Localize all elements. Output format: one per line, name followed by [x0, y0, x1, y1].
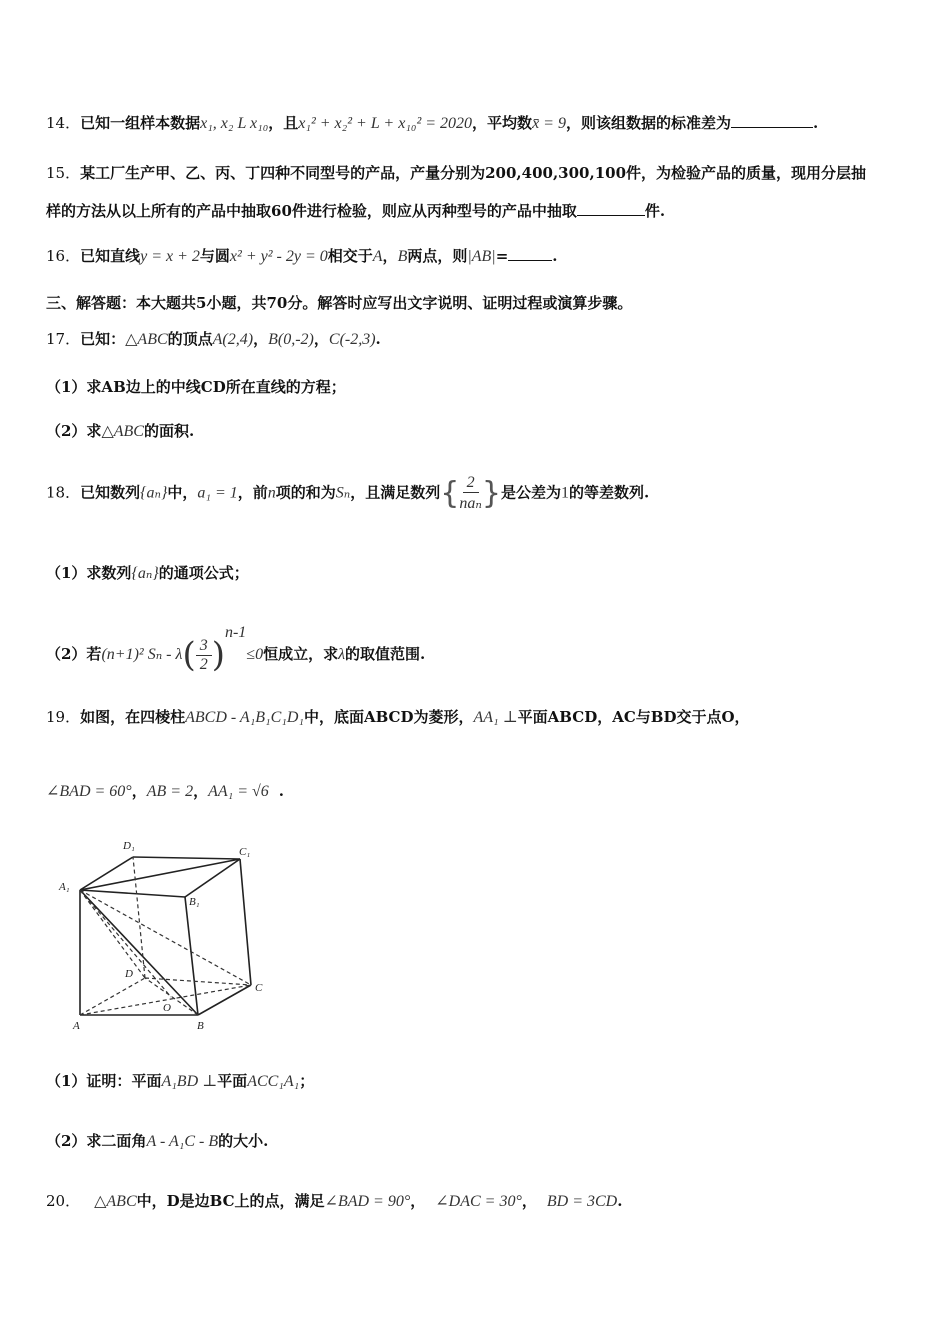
prism-figure: [55, 835, 285, 1035]
label-d: D: [125, 968, 133, 980]
hidden-edge-d-c: [145, 978, 251, 985]
label-d1: D₁: [123, 840, 135, 852]
hidden-edge-a1-o: [80, 890, 171, 997]
question-17: 17．已知：△ABC的顶点A(2,4)，B(0,-2)，C(-2,3).: [46, 330, 381, 348]
question-19: 19．如图，在四棱柱ABCD - A₁B₁C₁D₁中，底面ABCD为菱形，AA₁ ⊥平面ABCD，AC与BD交于点O，: [46, 708, 750, 726]
question-number: 16．: [46, 247, 81, 265]
question-number: 15．: [46, 164, 81, 182]
right-brace: }: [481, 476, 501, 511]
question-number: 17．: [46, 330, 81, 348]
edge-b-b1: [185, 897, 198, 1015]
inequality-expression: (n+1)² Sₙ - λ: [101, 646, 183, 663]
vertex-c: C(-2,3): [328, 331, 376, 348]
question-17-part-2: （2）求△ABC的面积.: [46, 422, 195, 440]
label-o: O: [163, 1002, 171, 1014]
answer-blank: [508, 246, 552, 261]
question-number: 20．: [46, 1192, 81, 1210]
question-14: 14．已知一组样本数据x₁, x₂ L x₁₀，且x₁² + x₂² + L + x₁₀² = 2020，平均数x̄ = 9，则该组数据的标准差为 .: [46, 114, 819, 132]
chord-length: |AB|: [467, 248, 496, 265]
question-18-part-2: （2）若(n+1)² Sₙ - λ( $\frac{3}{2}$ )$^{n-1}$≤0恒成立，求λ的取值范围.: [46, 624, 426, 675]
edge-b-c: [198, 985, 251, 1015]
question-number: 14．: [46, 114, 81, 132]
hidden-edge-a1-c: [80, 890, 251, 985]
question-number: 19．: [46, 708, 81, 726]
label-c1: C₁: [239, 846, 251, 858]
label-c: C: [255, 982, 263, 994]
answer-blank: [731, 113, 813, 128]
edge-c1-d1: [133, 857, 240, 859]
question-19-part-2: （2）求二面角A - A₁C - B的大小.: [46, 1132, 269, 1150]
vertex-b: B(0,-2): [268, 331, 314, 348]
edge-c-c1: [240, 859, 251, 985]
edge-a1-b: [80, 890, 198, 1015]
question-20: 20． △ABC中，D是边BC上的点，满足∠BAD = 90°， ∠DAC = 30°， BD = 3CD.: [46, 1192, 623, 1210]
fraction: $\frac{2}{\text{naₙ}}$: [459, 474, 482, 512]
answer-blank: [577, 201, 645, 216]
question-18-part-1: （1）求数列{aₙ}的通项公式；: [46, 564, 249, 582]
sequence-a: {aₙ}: [140, 484, 168, 502]
question-16: 16．已知直线y = x + 2与圆x² + y² - 2y = 0相交于A，B两点，则|AB|= .: [46, 247, 558, 265]
hidden-edge-a1-d: [80, 890, 145, 978]
hidden-edge-a-d: [80, 978, 145, 1015]
label-b1: B₁: [189, 896, 200, 908]
question-15-line-1: 15．某工厂生产甲、乙、丙、丁四种不同型号的产品，产量分别为200,400,300,100件，为检验产品的质量，现用分层抽: [46, 164, 867, 182]
data-sequence: x₁, x₂ L x₁₀: [200, 115, 269, 132]
label-b: B: [197, 1020, 204, 1032]
question-19-conditions: ∠BAD = 60°，AB = 2，AA₁ = √6 .: [46, 782, 284, 800]
question-number: 18．: [46, 483, 81, 502]
question-18: 18．已知数列{aₙ}中，a₁ = 1，前n项的和为Sₙ，且满足数列{ $\frac{2}{\text{naₙ}}$ }是公差为1的等差数列.: [46, 474, 650, 512]
line-equation: y = x + 2: [140, 248, 200, 265]
left-brace: {: [440, 476, 460, 511]
hidden-edge-b-d: [145, 978, 198, 1015]
edge-a1-b1: [80, 890, 185, 897]
prism-name: ABCD - A₁B₁C₁D₁: [185, 709, 304, 726]
question-17-part-1: （1）求AB边上的中线CD所在直线的方程；: [46, 378, 346, 396]
label-a: A: [73, 1020, 80, 1032]
vertex-a: A(2,4): [212, 331, 254, 348]
exponent: n-1: [224, 624, 247, 641]
section-heading: 三、解答题：本大题共5小题，共70分。解答时应写出文字说明、证明过程或演算步骤。: [46, 294, 633, 312]
mean-expression: x̄ = 9: [532, 115, 566, 132]
sum-of-squares: x₁² + x₂² + L + x₁₀² = 2020: [298, 115, 473, 132]
question-15-line-2: 样的方法从以上所有的产品中抽取60件进行检验，则应从丙种型号的产品中抽取 件.: [46, 202, 666, 220]
label-a1: A₁: [59, 881, 70, 893]
fraction: $\frac{3}{2}$: [196, 637, 212, 674]
question-19-part-1: （1）证明：平面A₁BD ⊥平面ACC₁A₁；: [46, 1072, 315, 1090]
circle-equation: x² + y² - 2y = 0: [229, 248, 328, 265]
